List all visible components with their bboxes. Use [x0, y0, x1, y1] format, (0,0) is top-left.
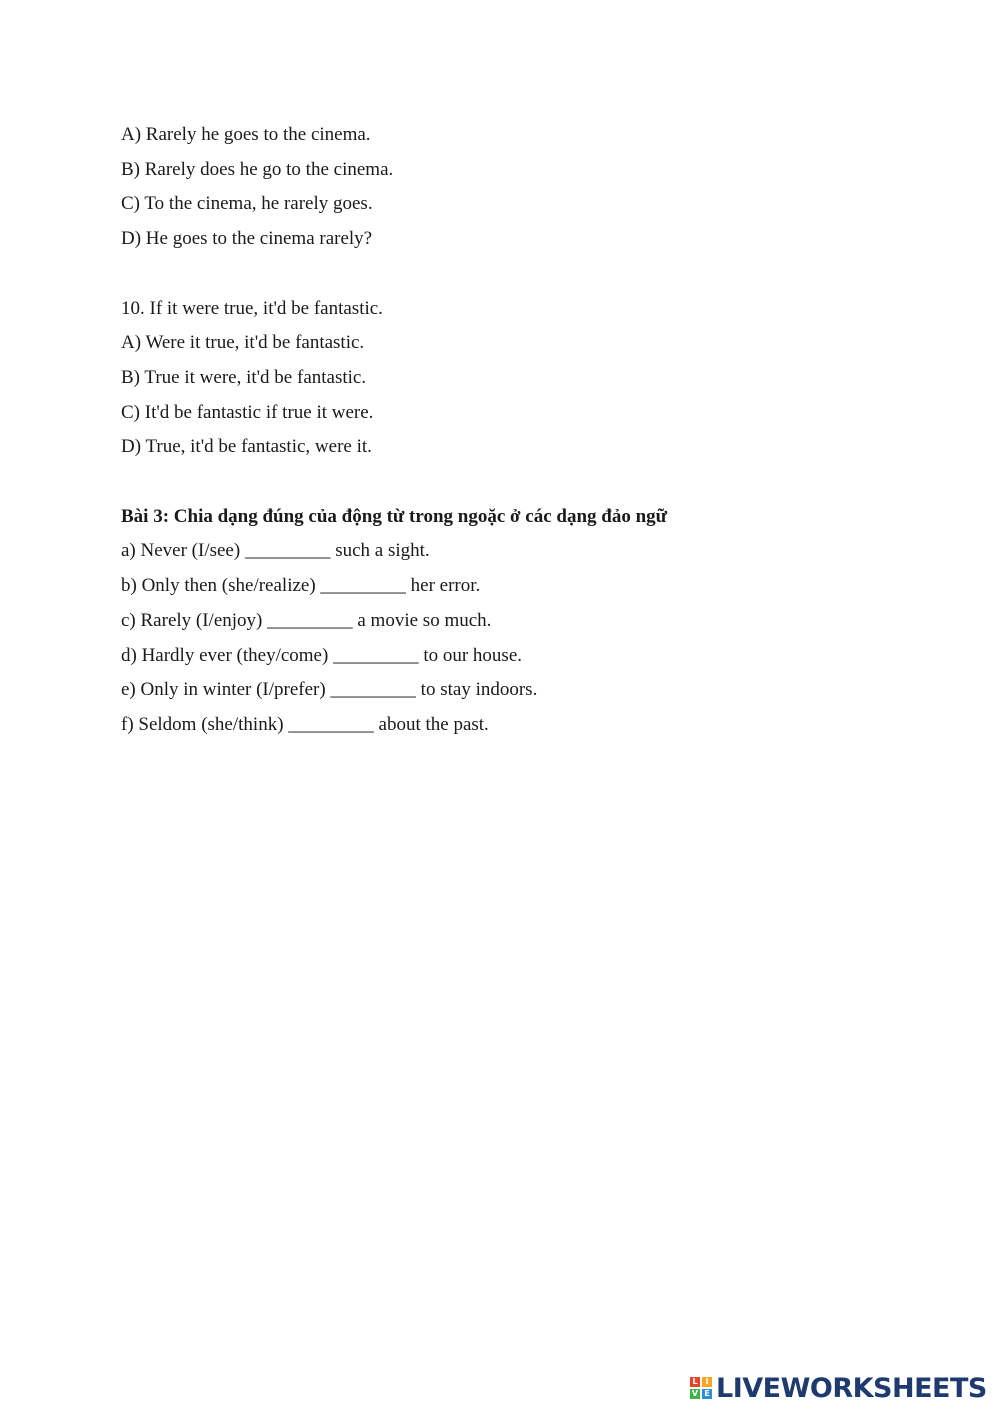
logo-square: L [690, 1377, 700, 1387]
liveworksheets-logo [690, 1372, 987, 1404]
option-a: A) Were it true, it'd be fantastic. [121, 332, 365, 354]
logo-square: V [691, 1389, 699, 1398]
logo-text: LIVEWORKSHEETS [716, 1372, 987, 1404]
spacer [121, 257, 921, 292]
question-prompt: 10. If it were true, it'd be fantastic. [121, 297, 383, 319]
logo-icon [690, 1377, 712, 1399]
exercise-item-b: b) Only then (she/realize) _________ her error. [121, 575, 481, 597]
exercise-heading: Bài 3: Chia dạng đúng của động từ trong ngoặc ở các dạng đảo ngữ [121, 505, 668, 527]
question-9-options [121, 118, 921, 257]
exercise-item-f: f) Seldom (she/think) _________ about the past. [121, 713, 489, 735]
option-d: D) True, it'd be fantastic, were it. [121, 436, 372, 458]
option-c: C) To the cinema, he rarely goes. [121, 193, 373, 215]
exercise-item-e: e) Only in winter (I/prefer) _________ to stay indoors. [121, 679, 538, 701]
worksheet-content [121, 118, 921, 743]
option-b: B) Rarely does he go to the cinema. [121, 158, 394, 180]
question-10 [121, 292, 921, 466]
logo-square: E [702, 1389, 712, 1399]
exercise-item-d: d) Hardly ever (they/come) _________ to our house. [121, 644, 523, 666]
exercise-3 [121, 500, 921, 743]
option-a: A) Rarely he goes to the cinema. [121, 124, 371, 145]
exercise-item-a: a) Never (I/see) _________ such a sight. [121, 540, 430, 562]
option-c: C) It'd be fantastic if true it were. [121, 401, 374, 423]
exercise-item-c: c) Rarely (I/enjoy) _________ a movie so much. [121, 609, 492, 631]
option-b: B) True it were, it'd be fantastic. [121, 366, 367, 388]
spacer [121, 465, 921, 500]
logo-square: I [702, 1377, 712, 1387]
option-d: D) He goes to the cinema rarely? [121, 228, 373, 250]
